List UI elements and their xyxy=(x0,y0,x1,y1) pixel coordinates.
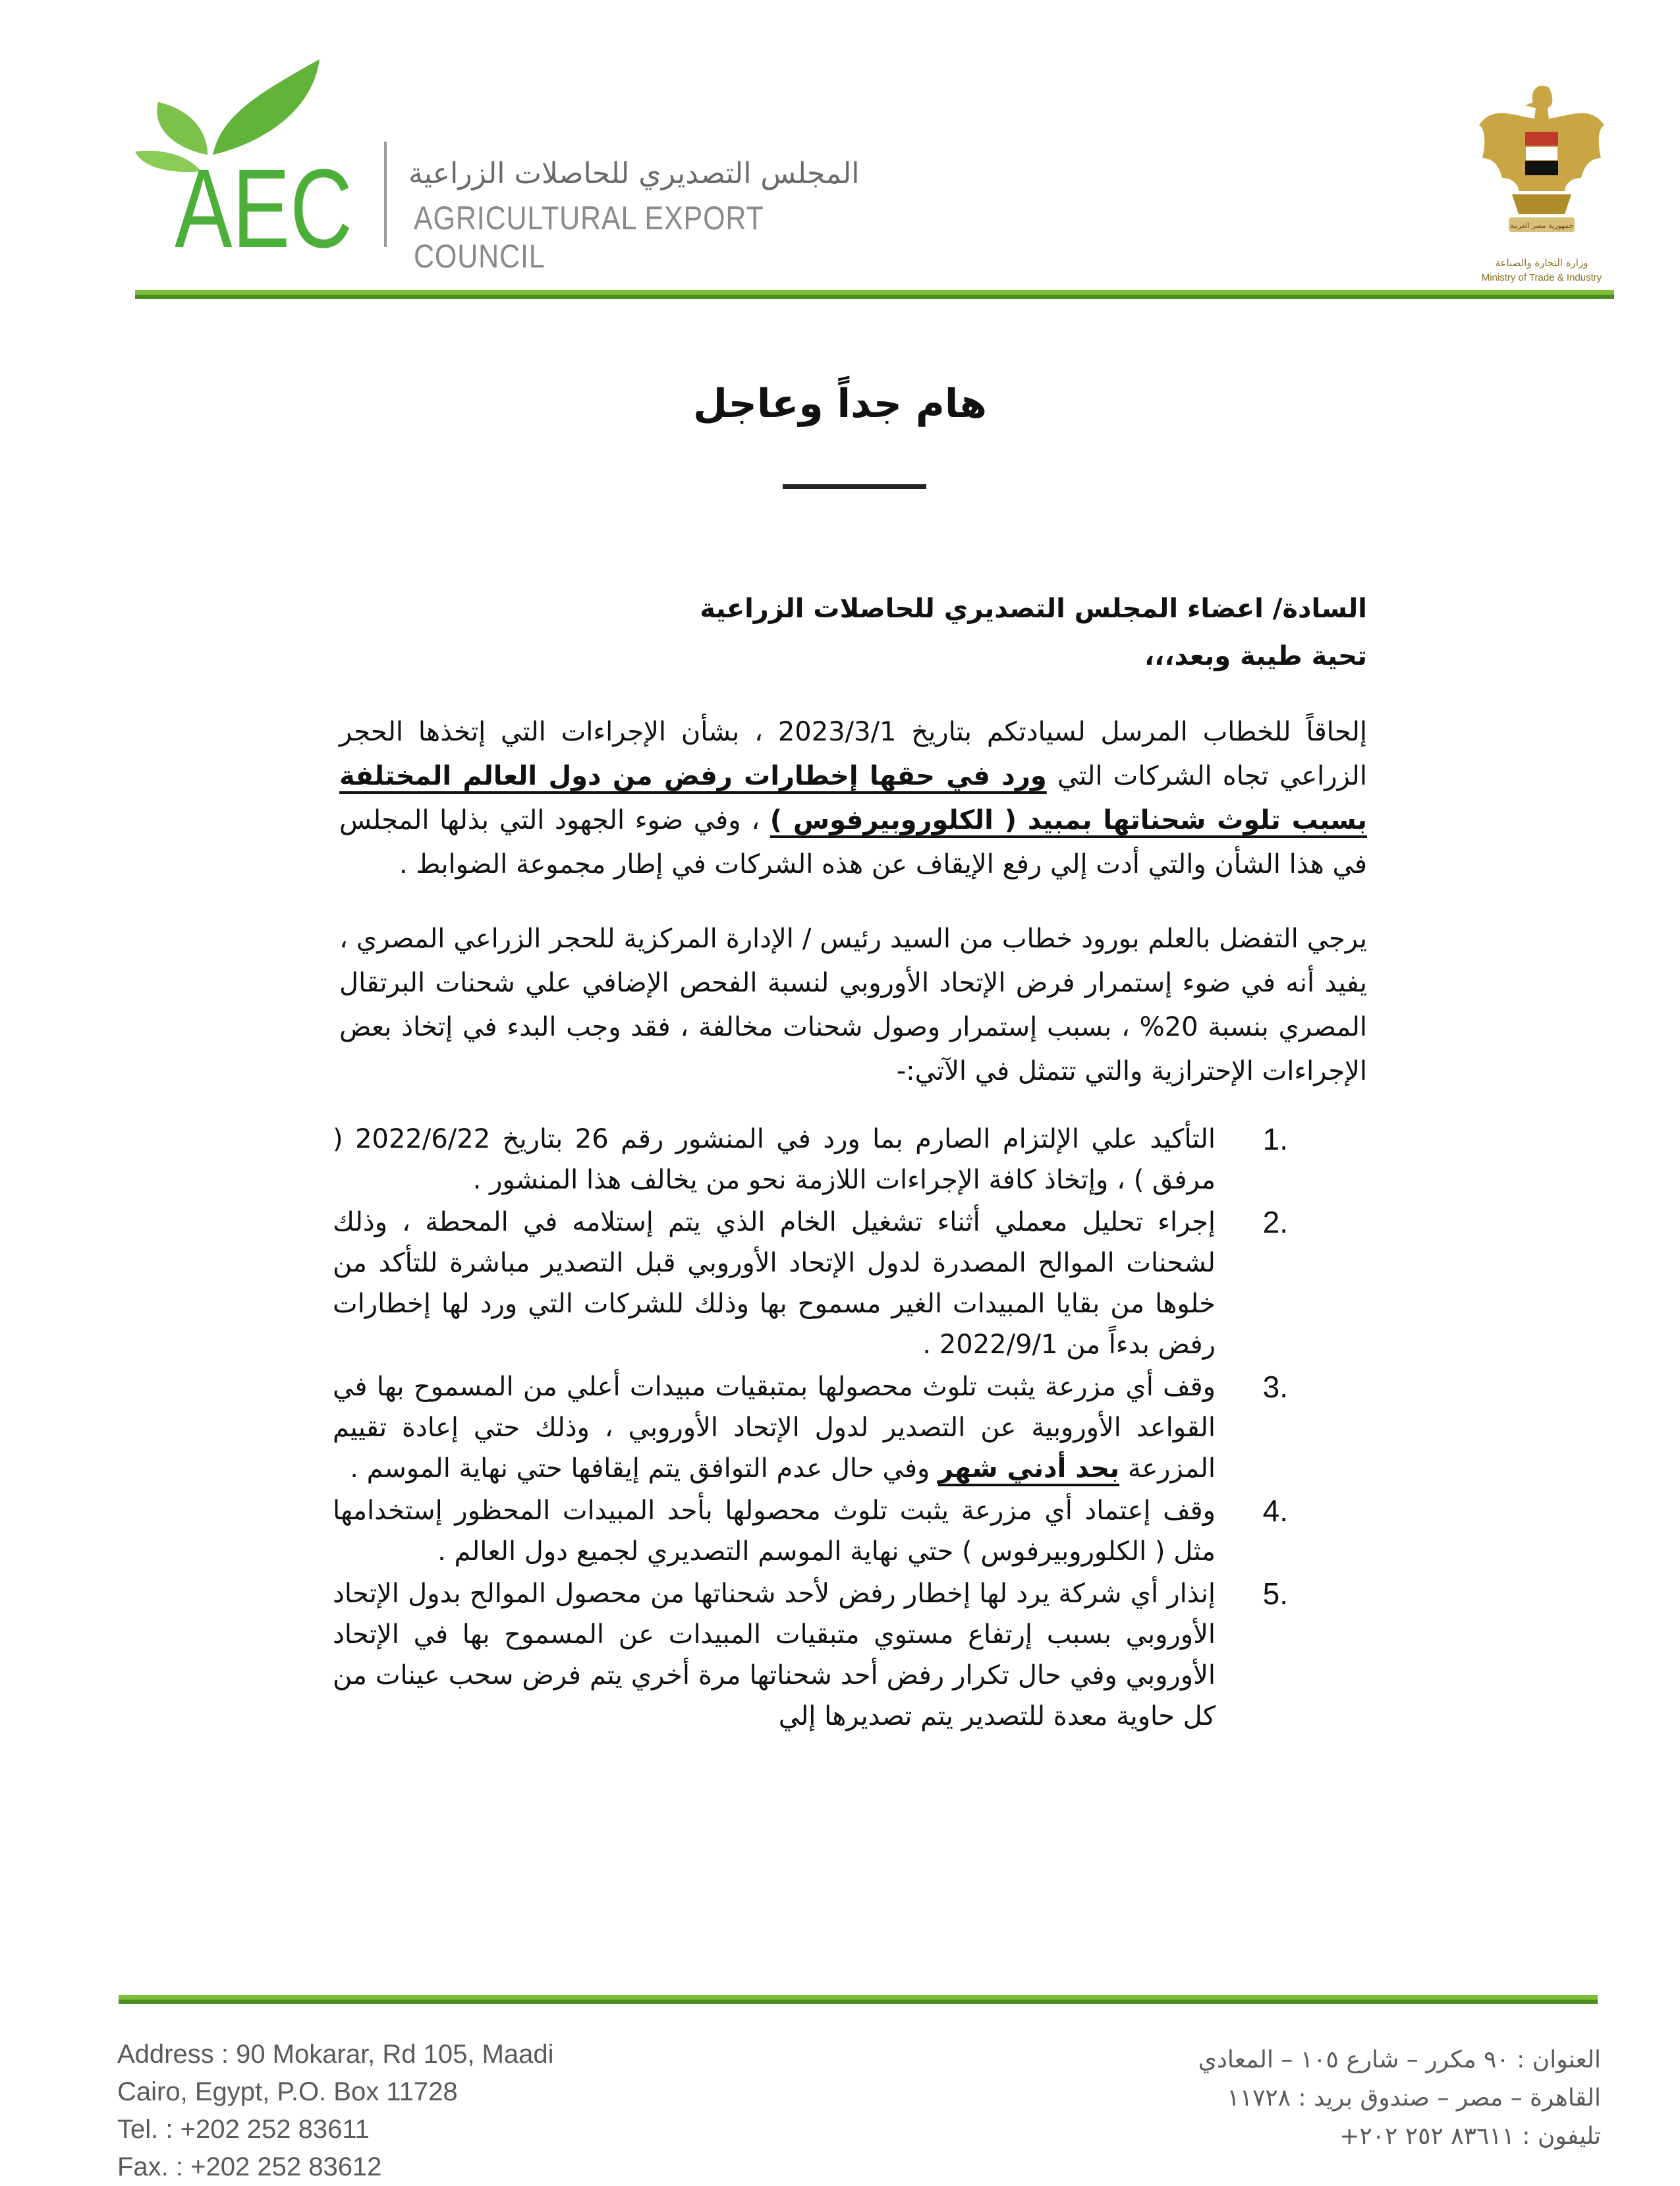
paragraph-1 xyxy=(339,710,1367,887)
logo-leaf-right xyxy=(213,59,320,155)
list-item-text: وقف إعتماد أي مزرعة يثبت تلوث محصولها بأحد المبيدات المحظور إستخدامها مثل ( الكلوروبيرفوس ) حتي نهاية الموسم التصديري لجميع دول العالم . xyxy=(333,1496,1216,1567)
org-name-arabic: المجلس التصديري للحاصلات الزراعية xyxy=(408,157,860,190)
page-title: هام جداً وعاجل xyxy=(693,381,987,427)
list-item-number: 3. xyxy=(1262,1370,1288,1404)
ministry-name-english: Ministry of Trade & Industry xyxy=(1481,272,1602,283)
footer-rule xyxy=(119,1995,1598,2004)
org-name-english: AGRICULTURAL EXPORT COUNCIL xyxy=(414,200,764,275)
paragraph-1-emphasis: ورد في حقها إخطارات رفض من دول العالم المختلفة بسبب تلوث شحناتها بمبيد ( الكلوروبيرفوس ) xyxy=(339,761,1367,835)
phone-line: تليفون : ٨٣٦١١ ٢٥٢ ٢٠٢+ xyxy=(1339,2123,1601,2150)
list-item-text: التأكيد علي الإلتزام الصارم بما ورد في المنشور رقم 26 بتاريخ 2022/6/22 ( مرفق ) ، وإتخاذ كافة الإجراءات اللازمة نحو من يخالف هذا المنشور . xyxy=(333,1124,1216,1195)
list-item-number: 4. xyxy=(1262,1494,1288,1528)
addressee xyxy=(659,585,1367,680)
logo-text: AEC xyxy=(175,146,352,271)
footer-address-english xyxy=(117,2036,710,2186)
paragraph-2: يرجي التفضل بالعلم بورود خطاب من السيد رئيس / الإدارة المركزية للحجر الزراعي المصري ، يفيد أنه في ضوء إستمرار فرض الإتحاد الأوروبي لنسبة الفحص الإضافي علي شحنات البرتقال المصري بنسبة 20% ، بسبب إستمرار وصول شحنات مخالفة ، فقد وجب البدء في إتخاذ بعض الإجراءات الإحترازية والتي تتمثل في الآتي:- xyxy=(339,924,1367,1086)
title-underline xyxy=(783,484,926,489)
phone-line: Tel. : +202 252 83611 xyxy=(117,2115,370,2144)
list-item-number: 2. xyxy=(1262,1205,1288,1239)
list-item-number: 5. xyxy=(1262,1577,1288,1611)
list-item xyxy=(333,1119,1288,1200)
list-item xyxy=(333,1490,1288,1572)
footer-address-arabic xyxy=(1080,2041,1601,2156)
list-item xyxy=(333,1366,1288,1489)
egypt-eagle-emblem xyxy=(1472,79,1611,244)
list-item-text: إجراء تحليل معملي أثناء تشغيل الخام الذي يتم إستلامه في المحطة ، وذلك لشحنات الموالح المصدرة لدول الإتحاد الأوروبي قبل التصدير مباشرة للتأكد من خلوها من بقايا المبيدات الغير مسموح بها وذلك للشركات التي ورد لها إخطارات رفض بدءاً من 2022/9/1 . xyxy=(333,1207,1216,1360)
logo-divider xyxy=(384,142,387,247)
address-line: Cairo, Egypt, P.O. Box 11728 xyxy=(117,2077,458,2106)
address-line: Address : 90 Mokarar, Rd 105, Maadi xyxy=(117,2040,554,2069)
list-item-text: وفي حال عدم التوافق يتم إيقافها حتي نهاية الموسم . xyxy=(350,1453,938,1484)
greeting-line: تحية طيبة وبعد،،، xyxy=(1144,641,1367,671)
list-item-text: وقف أي مزرعة يثبت تلوث محصولها بمتبقيات مبيدات أعلي من المسموح بها في القواعد الأوروبية عن التصدير لدول الإتحاد الأوروبي ، وذلك حتي إعادة تقييم المزرعة xyxy=(333,1372,1216,1484)
measures-list xyxy=(333,1119,1288,1737)
list-item-number: 1. xyxy=(1262,1122,1288,1156)
address-line: القاهرة – مصر – صندوق بريد : ١١٧٢٨ xyxy=(1227,2085,1601,2112)
ministry-name-arabic: وزارة التجارة والصناعة xyxy=(1495,257,1588,269)
paragraph-1-text-b: ، وفي ضوء الجهود التي بذلها المجلس في هذا الشأن والتي أدت إلي رفع الإيقاف عن هذه الشركات في إطار مجموعة الضوابط . xyxy=(339,805,1367,880)
list-item-emphasis: بحد أدني شهر xyxy=(938,1453,1120,1484)
emblem-text: جمهورية مصر العربية xyxy=(1509,221,1574,230)
fax-line: Fax. : +202 252 83612 xyxy=(117,2152,382,2181)
aec-logo xyxy=(135,56,359,271)
list-item xyxy=(333,1202,1288,1365)
list-item-text: إنذار أي شركة يرد لها إخطار رفض لأحد شحناتها من محصول الموالح بدول الإتحاد الأوروبي بسبب إرتفاع مستوي متبقيات المبيدات عن المسموح بها في الإتحاد الأوروبي وفي حال تكرار رفض أحد شحناتها مرة أخري يتم فرض سحب عينات من كل حاوية معدة للتصدير يتم تصديرها إلي xyxy=(333,1579,1216,1731)
address-line: العنوان : ٩٠ مكرر – شارع ١٠٥ – المعادي xyxy=(1198,2046,1601,2073)
paragraph-1-text-a: إلحاقاً للخطاب المرسل لسيادتكم بتاريخ 2023/3/1 ، بشأن الإجراءات التي إتخذها الحجر الزراعي تجاه الشركات التي xyxy=(339,717,1367,791)
header-rule xyxy=(135,290,1614,299)
list-item xyxy=(333,1573,1288,1737)
addressee-line: السادة/ اعضاء المجلس التصديري للحاصلات الزراعية xyxy=(700,594,1367,624)
